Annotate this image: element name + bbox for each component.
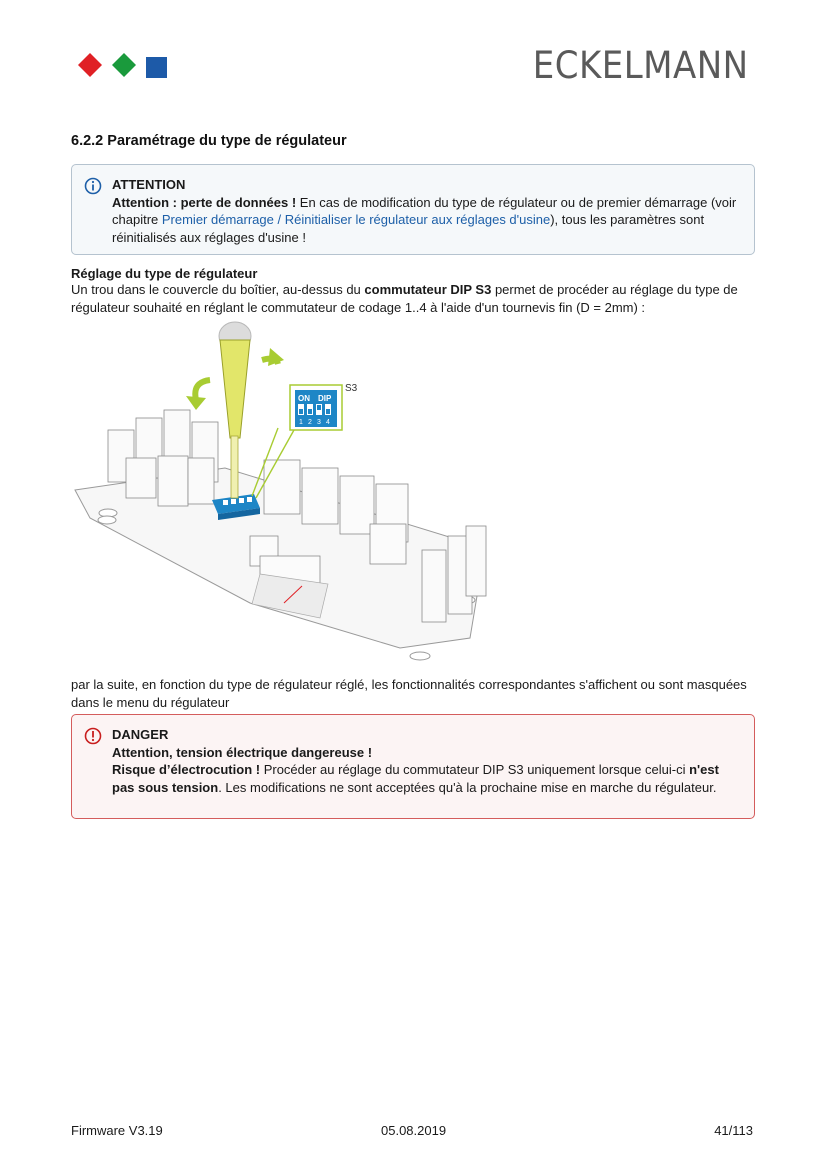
danger-lead: Risque d’électrocution ! [112, 762, 261, 777]
info-icon [84, 177, 102, 195]
danger-text-2: . Les modifications ne sont acceptées qu'à la prochaine mise en marche du régulateur. [218, 779, 717, 795]
setting-intro-2: permet de procéder au réglage du type de régulateur souhaité en réglant le commutateur de codage 1..4 à l'aide d'un tournevis fin (D = 2mm) : [71, 282, 738, 315]
brand-name: ECKELMANN [533, 44, 749, 87]
attention-text-2: ), tous les paramètres sont réinitialisés aux réglages d'usine ! [112, 212, 705, 245]
setting-intro [71, 281, 751, 316]
attention-lead: Attention : perte de données ! [112, 194, 297, 210]
setting-after: par la suite, en fonction du type de régulateur réglé, les fonctionnalités correspondantes s'affichent ou sont masquées dans le menu du régulateur [71, 677, 747, 710]
footer-date: 05.08.2019 [381, 1123, 447, 1138]
danger-subheading: Attention, tension électrique dangereuse ! [112, 744, 373, 760]
setting-intro-1: Un trou dans le couvercle du boîtier, au-dessus du [71, 282, 365, 297]
footer-firmware: Firmware V3.19 [71, 1123, 163, 1138]
chapter-link[interactable]: Premier démarrage / Réinitialiser le régulateur aux réglages d'usine [161, 212, 551, 227]
warning-icon [84, 727, 102, 745]
dip-number-1: 1 [299, 419, 303, 426]
attention-notice [71, 164, 755, 255]
dip-number-3: 3 [317, 419, 321, 426]
setting-heading: Réglage du type de régulateur [71, 266, 258, 281]
danger-heading: DANGER [112, 727, 169, 742]
danger-bold: n'est pas sous tension [112, 762, 719, 795]
switch-label: S3 [345, 383, 358, 394]
attention-heading: ATTENTION [112, 177, 186, 192]
footer-page-number: 41/113 [714, 1123, 753, 1138]
attention-text-1: En cas de modification du type de régulateur ou de premier démarrage (voir chapitre [112, 194, 737, 227]
dip-on-label: ON [298, 394, 310, 403]
danger-text-1: Procéder au réglage du commutateur DIP S3 uniquement lorsque celui-ci [260, 762, 690, 777]
setting-intro-bold: commutateur DIP S3 [364, 282, 492, 297]
brand-logo-icon [76, 50, 168, 80]
dip-label: DIP [318, 394, 332, 403]
dip-switch-illustration [70, 318, 500, 670]
danger-notice [71, 714, 755, 819]
danger-text [112, 761, 742, 796]
dip-number-4: 4 [326, 419, 330, 426]
attention-text [112, 194, 742, 247]
dip-number-2: 2 [308, 419, 312, 426]
section-title: 6.2.2 Paramétrage du type de régulateur [71, 133, 347, 149]
